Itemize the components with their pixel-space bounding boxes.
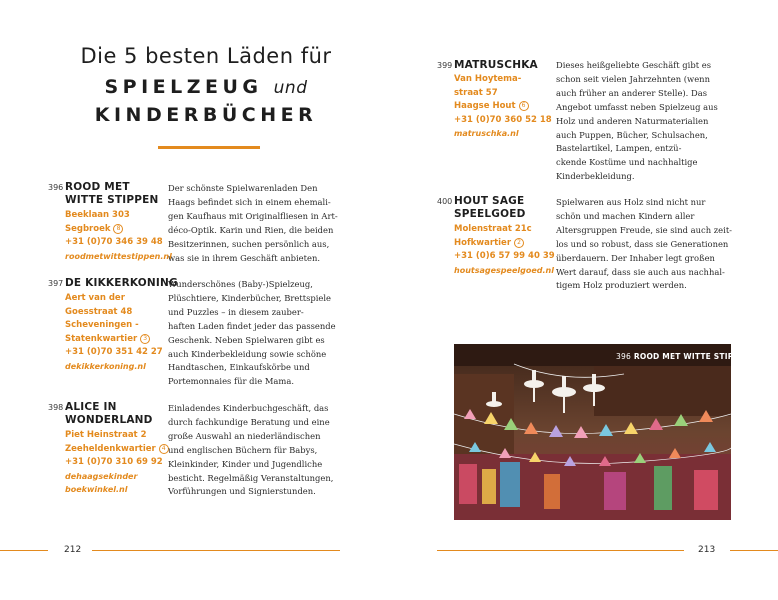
section-heading-line3: KINDERBÜCHER bbox=[94, 104, 318, 126]
shop-address: Aert van der Goesstraat 48 Scheveningen - Statenkwartier 3 +31 (0)70 351 42 27 dekikkerkoning.nl bbox=[65, 292, 163, 374]
shop-entry-398 bbox=[48, 401, 348, 501]
shop-name: MATRUSCHKA bbox=[454, 59, 538, 71]
section-heading-line1: Die 5 besten Läden für bbox=[80, 44, 332, 68]
shop-name: ALICE IN WONDERLAND bbox=[65, 401, 153, 426]
shop-website-link[interactable]: matruschka.nl bbox=[454, 129, 519, 139]
district-marker: 6 bbox=[519, 101, 529, 111]
shop-entry-400 bbox=[437, 195, 737, 295]
footer-rule-right-b bbox=[730, 550, 778, 551]
shop-description: Dieses heißgeliebte Geschäft gibt es schon seit vielen Jahrzehnten (wenn auch früher an anderer Stelle). Das Angebot umfasst neben Spielzeug aus Holz und anderen Naturmaterialien auch Puppen, Bücher, Schulsachen, Bastelartikel, Lampen, entzü- ckende Kostüme und nachhaltige Kinderbekleidung. bbox=[556, 60, 718, 182]
entry-number: 396 bbox=[48, 183, 64, 192]
shop-address: Beeklaan 303 Segbroek 8 +31 (0)70 346 39 48 roodmetwittestippen.nl bbox=[65, 209, 172, 263]
district-marker: 3 bbox=[140, 334, 150, 344]
shop-website-link[interactable]: dehaagsekinder bbox=[65, 471, 138, 481]
shop-photo-illustration bbox=[454, 344, 731, 520]
district-marker: 4 bbox=[159, 444, 169, 454]
entry-number: 399 bbox=[437, 61, 453, 70]
shop-website-link[interactable]: dekikkerkoning.nl bbox=[65, 361, 146, 371]
shop-website-link[interactable]: roodmetwittestippen.nl bbox=[65, 251, 172, 261]
heading-divider bbox=[158, 146, 260, 149]
shop-entry-397 bbox=[48, 277, 348, 392]
footer-rule-left-b bbox=[92, 550, 340, 551]
shop-name: HOUT SAGE SPEELGOED bbox=[454, 195, 526, 220]
shop-address: Piet Heinstraat 2 Zeeheldenkwartier 4 +31 (0)70 310 69 92 dehaagsekinder boekwinkel.nl bbox=[65, 429, 169, 497]
entry-number: 398 bbox=[48, 403, 64, 412]
shop-name: ROOD MET WITTE STIPPEN bbox=[65, 181, 159, 206]
shop-photo bbox=[454, 344, 751, 520]
shop-address: Van Hoytema- straat 57 Haagse Hout 6 +31 (0)70 360 52 18 matruschka.nl bbox=[454, 73, 552, 141]
shop-description: Spielwaren aus Holz sind nicht nur schön und machen Kindern aller Altersgruppen Freude, sie sind auch zeit- los und so robust, dass sie Generationen überdauern. Der Inhaber legt großen Wert darauf, dass sie auch aus nachhal- tigem Holz produziert werden. bbox=[556, 197, 733, 291]
shop-website-link[interactable]: houtsagespeelgoed.nl bbox=[454, 265, 554, 275]
heading-spielzeug: SPIELZEUG bbox=[104, 76, 263, 98]
heading-und: und bbox=[273, 78, 308, 98]
district-marker: 2 bbox=[514, 238, 524, 248]
photo-caption: 396 ROOD MET WITTE STIPPEN bbox=[616, 352, 751, 361]
page-number-right: 213 bbox=[698, 545, 716, 555]
shop-address: Molenstraat 21c Hofkwartier 2 +31 (0)6 57 99 40 39 houtsagespeelgoed.nl bbox=[454, 223, 555, 277]
district-marker: 8 bbox=[113, 224, 123, 234]
footer-rule-left-a bbox=[0, 550, 48, 551]
shop-description: Der schönste Spielwarenladen Den Haags befindet sich in einem ehemali- gen Kaufhaus mit Originalfliesen in Art- déco-Optik. Karin und Rien, die beiden Besitzerinnen, suchen persönlich aus, was sie in ihrem Geschäft anbieten. bbox=[168, 183, 338, 263]
footer-rule-right-a bbox=[437, 550, 684, 551]
shop-entry-399 bbox=[437, 59, 737, 189]
shop-entry-396 bbox=[48, 181, 348, 271]
shop-description: Wunderschönes (Baby-)Spielzeug, Plüschtiere, Kinderbücher, Brettspiele und Puzzles – in diesem zauber- haften Laden findet jeder das passende Geschenk. Neben Spielwaren gibt es auch Kinderbekleidung sowie schöne Handtaschen, Einkaufskörbe und Portemonnaies für die Mama. bbox=[168, 279, 336, 387]
entry-number: 397 bbox=[48, 279, 64, 288]
shop-website-link-cont[interactable]: boekwinkel.nl bbox=[65, 485, 128, 495]
shop-description: Einladendes Kinderbuchgeschäft, das durch fachkundige Beratung und eine große Auswahl an niederländischen und englischen Büchern für Babys, Kleinkinder, Kinder und Jugendliche besticht. Regelmäßig Veranstaltungen, Vorführungen und Signierstunden. bbox=[168, 403, 334, 497]
section-heading-line2 bbox=[60, 76, 352, 98]
shop-name: DE KIKKERKONING bbox=[65, 277, 178, 289]
page-number-left: 212 bbox=[64, 545, 82, 555]
entry-number: 400 bbox=[437, 197, 453, 206]
